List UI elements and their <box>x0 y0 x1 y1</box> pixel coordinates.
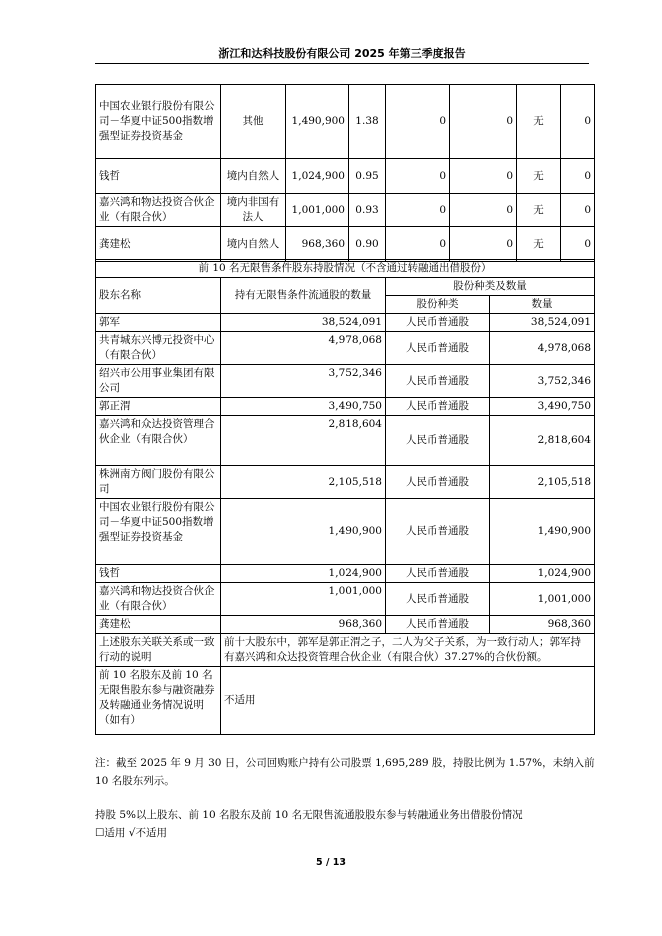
unrestricted-qty: 1,024,900 <box>221 565 386 583</box>
unrestricted-qty: 2,818,604 <box>221 416 386 466</box>
unrestricted-name: 嘉兴鸿和物达投资合伙企业（有限合伙） <box>96 583 221 616</box>
unrestricted-qty: 38,524,091 <box>221 314 386 332</box>
unrestricted-amount: 2,105,518 <box>490 466 595 499</box>
unrestricted-amount: 1,490,900 <box>490 499 595 565</box>
top10-nature: 境内自然人 <box>221 227 286 262</box>
top10-shareholders-table <box>95 84 595 262</box>
unrestricted-qty: 968,360 <box>221 616 386 634</box>
top10-ratio: 0.90 <box>349 227 386 262</box>
top10-nature: 其他 <box>221 85 286 159</box>
table-row <box>96 466 595 499</box>
top10-nature: 境内非国有法人 <box>221 194 286 227</box>
top10-shares: 968,360 <box>286 227 349 262</box>
report-header: 浙江和达科技股份有限公司 2025 年第三季度报告 <box>218 47 466 60</box>
top10-pledge-restricted: 0 <box>450 227 517 262</box>
unrestricted-shareholders-table <box>95 259 595 735</box>
unrestricted-amount: 3,752,346 <box>490 365 595 398</box>
repurchase-note: 注：截至 2025 年 9 月 30 日，公司回购账户持有公司股票 1,695,289 股，持股比例为 1.57%，未纳入前 10 名股东列示。 <box>95 757 595 787</box>
table-row <box>96 194 595 227</box>
unrestricted-qty: 3,752,346 <box>221 365 386 398</box>
top10-nature: 境内自然人 <box>221 159 286 194</box>
table-row <box>96 499 595 565</box>
table-row <box>96 365 595 398</box>
unrestricted-amount: 2,818,604 <box>490 416 595 466</box>
col-share-kind-group: 股份种类及数量 <box>386 278 595 296</box>
page-number: 5 / 13 <box>316 857 346 868</box>
top10-pledge-qty: 0 <box>561 85 595 159</box>
unrestricted-kind: 人民币普通股 <box>386 332 490 365</box>
top10-pledge-state: 无 <box>517 159 561 194</box>
unrestricted-amount: 1,001,000 <box>490 583 595 616</box>
top10-ratio: 1.38 <box>349 85 386 159</box>
table-row <box>96 565 595 583</box>
unrestricted-name: 龚建松 <box>96 616 221 634</box>
top10-restricted: 0 <box>386 227 450 262</box>
top10-name: 龚建松 <box>96 227 221 262</box>
unrestricted-name: 嘉兴鸿和众达投资管理合伙企业（有限合伙） <box>96 416 221 466</box>
top10-pledge-qty: 0 <box>561 159 595 194</box>
top10-pledge-qty: 0 <box>561 194 595 227</box>
col-shareholder-name: 股东名称 <box>96 278 221 314</box>
unrestricted-kind: 人民币普通股 <box>386 398 490 416</box>
table-row <box>96 398 595 416</box>
unrestricted-kind: 人民币普通股 <box>386 416 490 466</box>
unrestricted-amount: 38,524,091 <box>490 314 595 332</box>
relation-text: 前十大股东中，郭军是郭正渭之子，二人为父子关系，为一致行动人；郭军持有嘉兴鸿和众达投资管理合伙企业（有限合伙）37.27%的合伙份额。 <box>221 634 595 667</box>
top10-pledge-state: 无 <box>517 85 561 159</box>
top10-pledge-restricted: 0 <box>450 194 517 227</box>
table-row <box>96 616 595 634</box>
top10-ratio: 0.95 <box>349 159 386 194</box>
relation-label: 上述股东关联关系或一致行动的说明 <box>96 634 221 667</box>
unrestricted-kind: 人民币普通股 <box>386 616 490 634</box>
top10-restricted: 0 <box>386 194 450 227</box>
unrestricted-name: 郭正渭 <box>96 398 221 416</box>
table-row <box>96 314 595 332</box>
unrestricted-kind: 人民币普通股 <box>386 314 490 332</box>
unrestricted-kind: 人民币普通股 <box>386 565 490 583</box>
col-share-amount: 数量 <box>490 296 595 314</box>
col-share-kind: 股份种类 <box>386 296 490 314</box>
unrestricted-kind: 人民币普通股 <box>386 583 490 616</box>
top10-shares: 1,490,900 <box>286 85 349 159</box>
top10-restricted: 0 <box>386 85 450 159</box>
top10-pledge-state: 无 <box>517 194 561 227</box>
top10-name: 钱哲 <box>96 159 221 194</box>
table-row <box>96 85 595 159</box>
unrestricted-qty: 1,490,900 <box>221 499 386 565</box>
header-rule <box>95 63 589 64</box>
unrestricted-name: 共青城东兴博元投资中心（有限合伙） <box>96 332 221 365</box>
top10-ratio: 0.93 <box>349 194 386 227</box>
top10-shares: 1,024,900 <box>286 159 349 194</box>
top10-pledge-state: 无 <box>517 227 561 262</box>
table-row <box>96 227 595 262</box>
unrestricted-name: 中国农业银行股份有限公司－华夏中证500指数增强型证券投资基金 <box>96 499 221 565</box>
unrestricted-amount: 4,978,068 <box>490 332 595 365</box>
unrestricted-kind: 人民币普通股 <box>386 466 490 499</box>
unrestricted-amount: 1,024,900 <box>490 565 595 583</box>
unrestricted-qty: 4,978,068 <box>221 332 386 365</box>
unrestricted-qty: 2,105,518 <box>221 466 386 499</box>
unrestricted-kind: 人民币普通股 <box>386 365 490 398</box>
margin-trading-label: 前 10 名股东及前 10 名无限售股东参与融资融券及转融通业务情况说明（如有） <box>96 667 221 735</box>
unrestricted-name: 绍兴市公用事业集团有限公司 <box>96 365 221 398</box>
lending-options: ☐适用 √不适用 <box>95 827 167 839</box>
table-row <box>96 583 595 616</box>
top10-restricted: 0 <box>386 159 450 194</box>
unrestricted-kind: 人民币普通股 <box>386 499 490 565</box>
top10-name: 嘉兴鸿和物达投资合伙企业（有限合伙） <box>96 194 221 227</box>
table-row <box>96 416 595 466</box>
unrestricted-section-title: 前 10 名无限售条件股东持股情况（不含通过转融通出借股份） <box>96 260 595 278</box>
top10-pledge-restricted: 0 <box>450 159 517 194</box>
top10-shares: 1,001,000 <box>286 194 349 227</box>
top10-name: 中国农业银行股份有限公司－华夏中证500指数增强型证券投资基金 <box>96 85 221 159</box>
unrestricted-amount: 968,360 <box>490 616 595 634</box>
unrestricted-name: 钱哲 <box>96 565 221 583</box>
unrestricted-qty: 3,490,750 <box>221 398 386 416</box>
unrestricted-qty: 1,001,000 <box>221 583 386 616</box>
unrestricted-name: 郭军 <box>96 314 221 332</box>
table-row <box>96 332 595 365</box>
margin-trading-text: 不适用 <box>221 667 595 735</box>
unrestricted-amount: 3,490,750 <box>490 398 595 416</box>
unrestricted-name: 株洲南方阀门股份有限公司 <box>96 466 221 499</box>
top10-pledge-restricted: 0 <box>450 85 517 159</box>
col-unrestricted-qty: 持有无限售条件流通股的数量 <box>221 278 386 314</box>
lending-title: 持股 5%以上股东、前 10 名股东及前 10 名无限售流通股股东参与转融通业务出借股份情况 <box>95 809 523 821</box>
top10-pledge-qty: 0 <box>561 227 595 262</box>
table-row <box>96 159 595 194</box>
